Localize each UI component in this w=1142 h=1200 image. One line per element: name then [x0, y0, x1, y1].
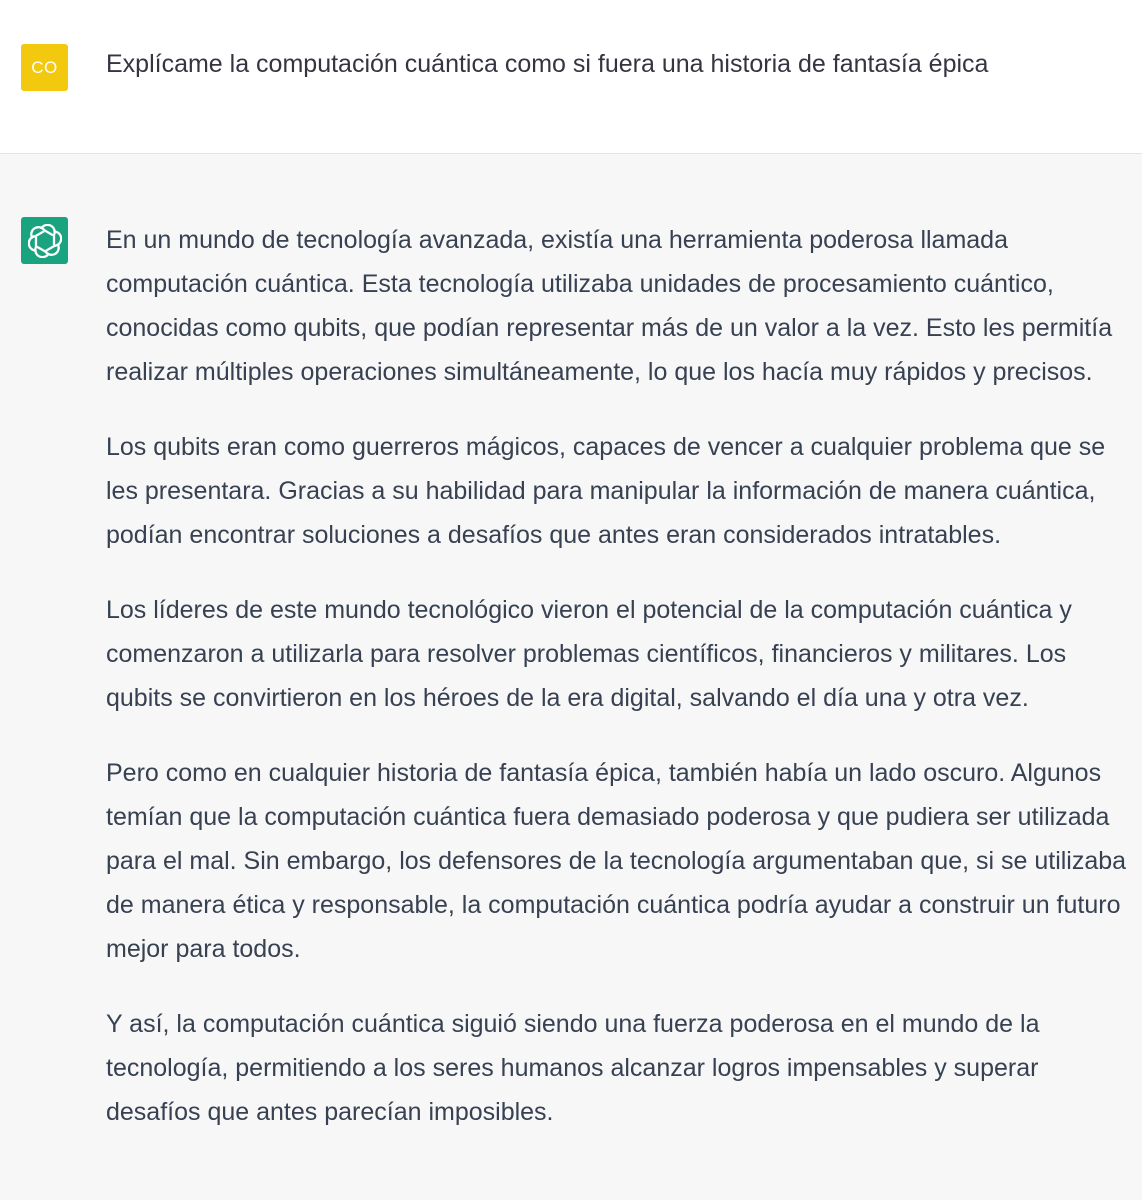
user-avatar: CO	[21, 44, 68, 91]
assistant-paragraph: Y así, la computación cuántica siguió siendo una fuerza poderosa en el mundo de la tecnología, permitiendo a los seres humanos alcanzar logros impensables y superar desafíos que antes parecían imposibles.	[106, 1010, 1040, 1126]
assistant-paragraph: En un mundo de tecnología avanzada, existía una herramienta poderosa llamada computación cuántica. Esta tecnología utilizaba unidades de procesamiento cuántico, conocidas como qubits, que podían representar más de un valor a la vez. Esto les permitía realizar múltiples operaciones simultáneamente, lo que los hacía muy rápidos y precisos.	[106, 226, 1113, 386]
assistant-avatar	[21, 217, 68, 264]
openai-logo-icon	[28, 224, 62, 258]
assistant-message-text	[106, 218, 1136, 1165]
assistant-message-row	[0, 154, 1142, 1199]
user-message-row	[0, 0, 1142, 154]
assistant-paragraph: Los líderes de este mundo tecnológico vieron el potencial de la computación cuántica y comenzaron a utilizarla para resolver problemas científicos, financieros y militares. Los qubits se convirtieron en los héroes de la era digital, salvando el día una y otra vez.	[106, 596, 1072, 712]
assistant-paragraph: Los qubits eran como guerreros mágicos, capaces de vencer a cualquier problema que se les presentara. Gracias a su habilidad para manipular la información de manera cuántica, podían encontrar soluciones a desafíos que antes eran considerados intratables.	[106, 433, 1106, 549]
assistant-paragraph: Pero como en cualquier historia de fantasía épica, también había un lado oscuro. Algunos temían que la computación cuántica fuera demasiado poderosa y que pudiera ser utilizada para el mal. Sin embargo, los defensores de la tecnología argumentaban que, si se utilizaba de manera ética y responsable, la computación cuántica podría ayudar a construir un futuro mejor para todos.	[106, 759, 1127, 963]
user-message-text: Explícame la computación cuántica como si fuera una historia de fantasía épica	[106, 50, 989, 78]
